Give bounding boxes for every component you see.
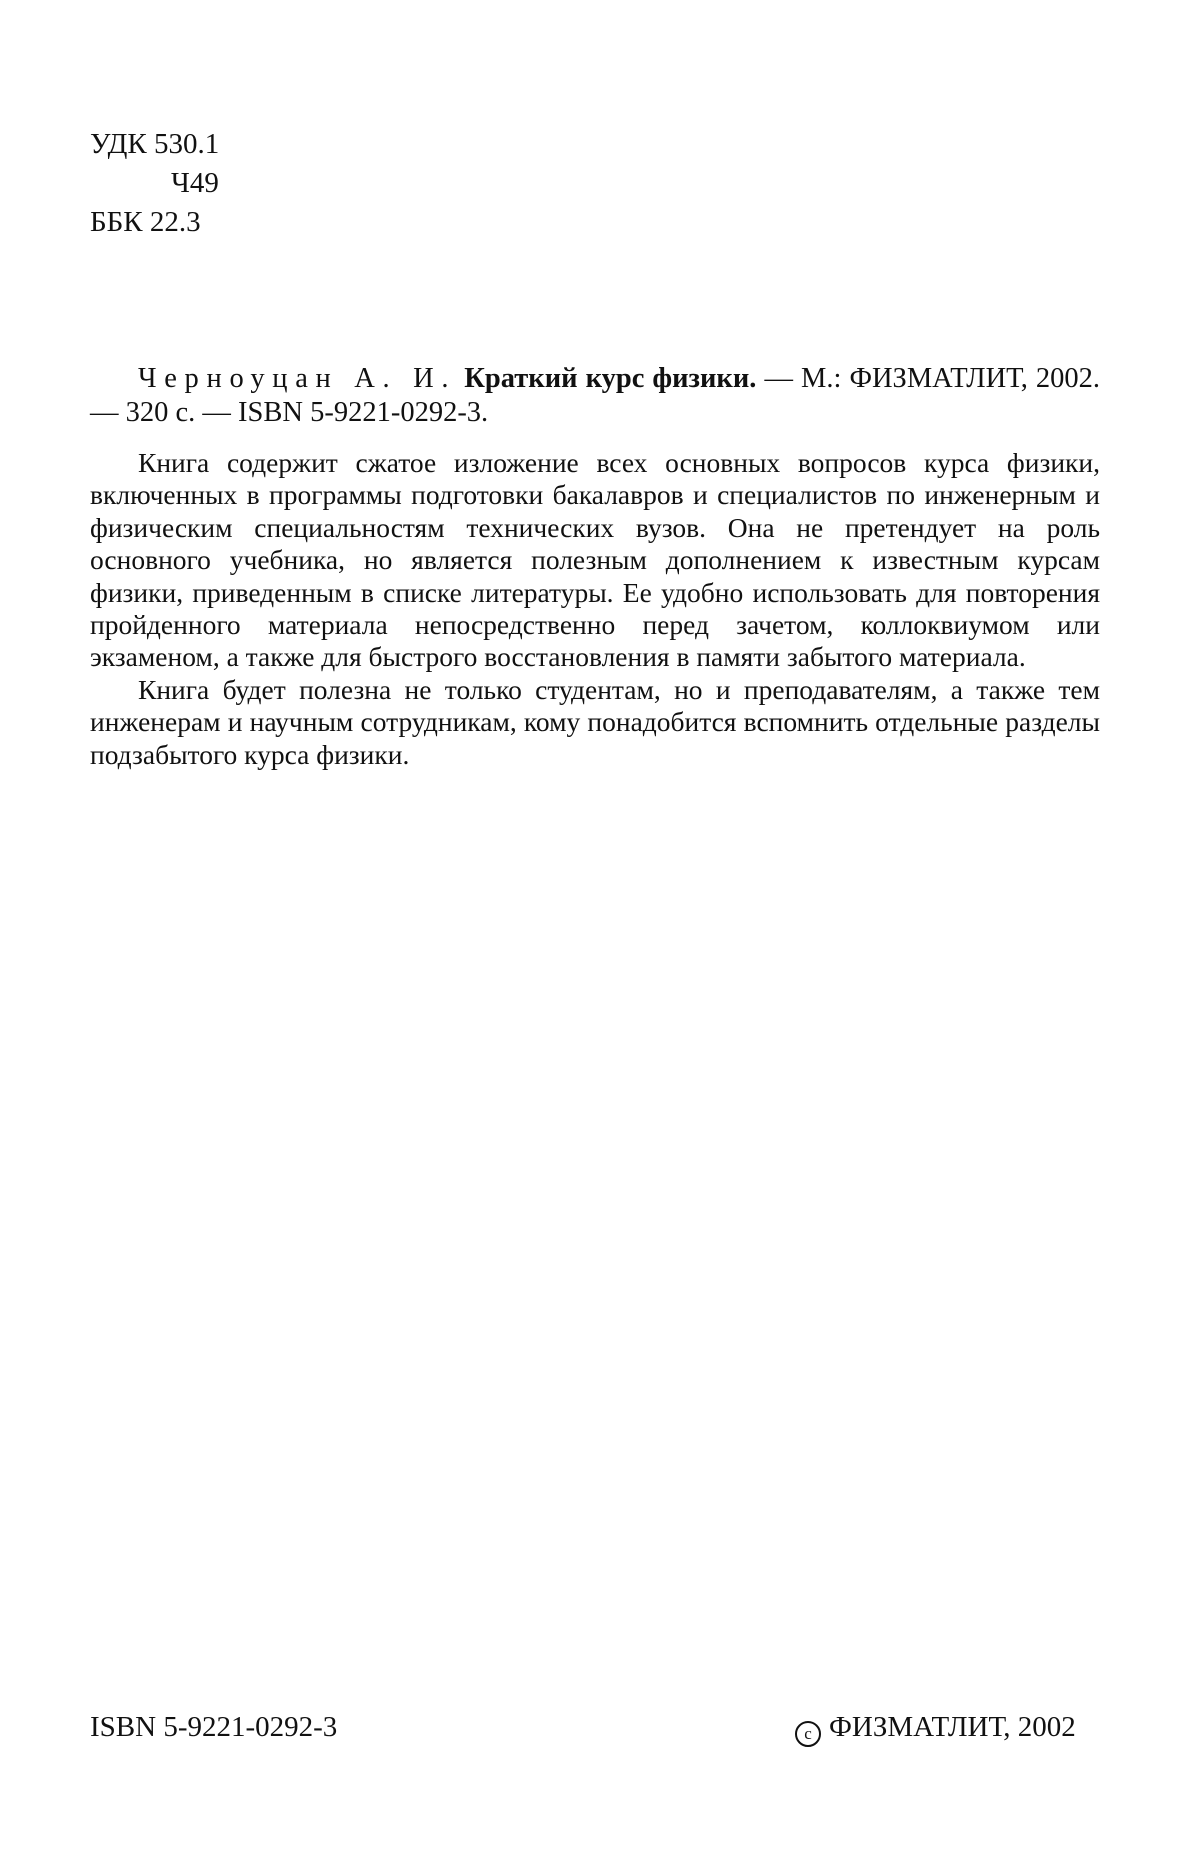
publication-details: — М.: ФИЗМАТЛИТ, 2002. — 320 с. — ISBN 5-9221-0292-3. — [90, 363, 1101, 428]
abstract-paragraph: Книга содержит сжатое изложение всех основных вопросов курса физики, включенных в программы подготовки бакалавров и специалистов по инженерным и физическим специальностям технических вузов. Она не претендует на роль основного учебника, но является полезным дополнением к известным курсам физики, приведенным в списке литературы. Ее удобно использовать для повторения пройденного материала непосредственно перед зачетом, коллоквиумом или экзаменом, а также для быстрого восстановления в памяти забытого материала. — [90, 447, 1100, 673]
book-title: Краткий курс физики. — [464, 363, 757, 394]
bbk-code: ББК 22.3 — [90, 206, 201, 238]
book-abstract — [90, 447, 1100, 771]
author-mark: Ч49 — [171, 167, 219, 199]
copyright-holder: ФИЗМАТЛИТ, 2002 — [829, 1711, 1076, 1743]
copyright-notice — [795, 1709, 1076, 1747]
classification-codes — [90, 125, 219, 242]
abstract-paragraph: Книга будет полезна не только студентам, но и преподавателям, а также тем инженерам и научным сотрудникам, кому понадобится вспомнить отдельные разделы подзабытого курса физики. — [90, 673, 1100, 770]
footer-isbn: ISBN 5-9221-0292-3 — [90, 1711, 338, 1743]
bibliographic-record — [90, 362, 1100, 430]
book-author: Черноуцан А. И. — [138, 363, 457, 394]
udk-code: УДК 530.1 — [90, 128, 220, 160]
copyright-icon: c — [795, 1721, 821, 1747]
bibliographic-line — [90, 362, 1100, 430]
